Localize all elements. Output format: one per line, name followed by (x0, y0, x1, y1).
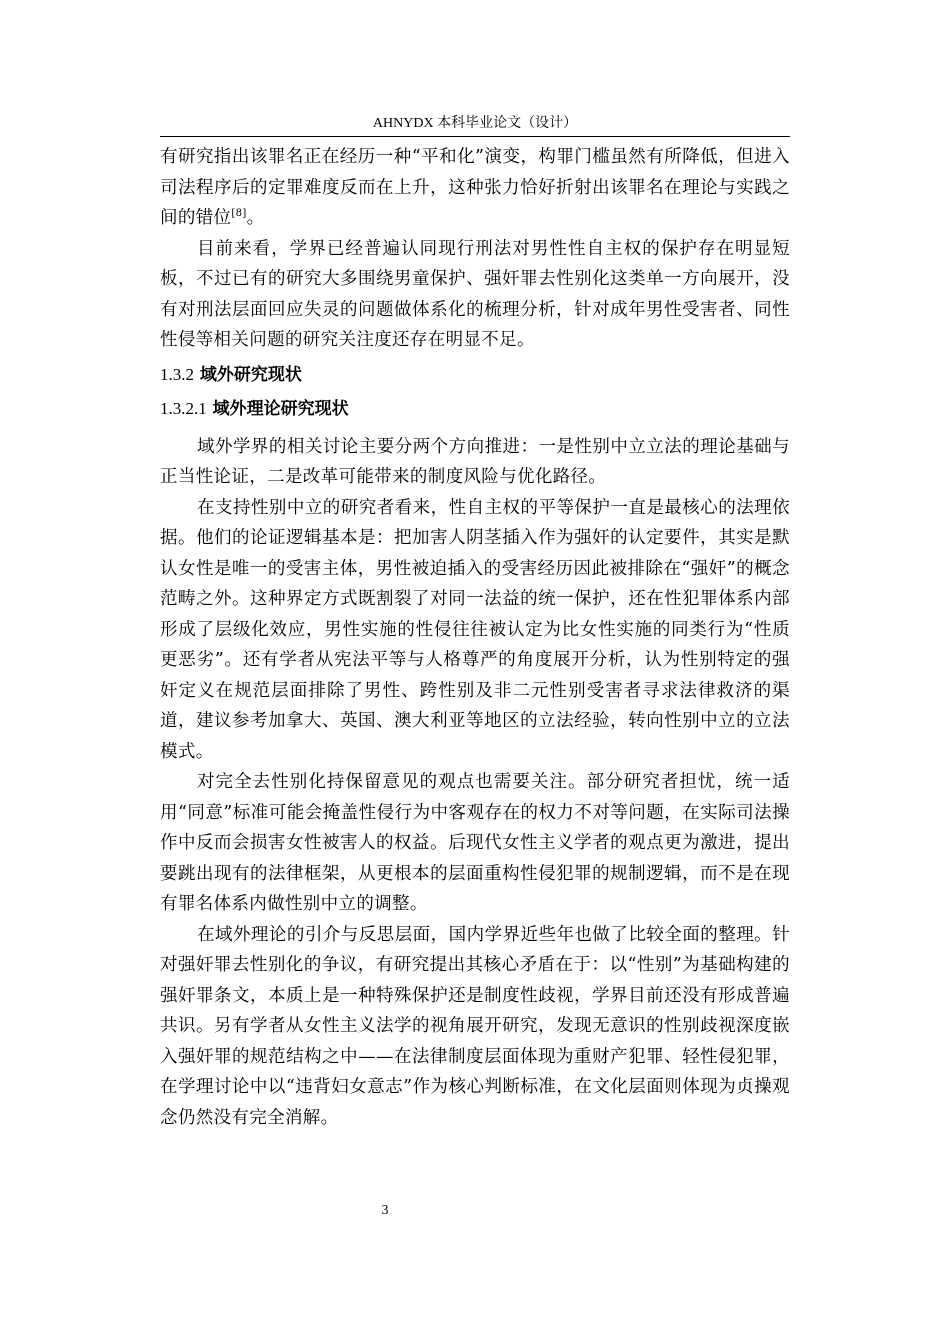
citation-ref: [8] (231, 208, 247, 220)
header-rule (160, 136, 790, 137)
paragraph: 在支持性别中立的研究者看来，性自主权的平等保护一直是最核心的法理依据。他们的论证逻辑基本是：把加害人阴茎插入作为强奸的认定要件，其实是默认女性是唯一的受害主体，男性被迫插入的受害经历因此被排除在“强奸”的概念范畴之外。这种界定方式既割裂了对同一法益的统一保护，还在性犯罪体系内部形成了层级化效应，男性实施的性侵往往被认定为比女性实施的同类行为“性质更恶劣”。还有学者从宪法平等与人格尊严的角度展开分析，认为性别特定的强奸定义在规范层面排除了男性、跨性别及非二元性别受害者寻求法律救济的渠道，建议参考加拿大、英国、澳大利亚等地区的立法经验，转向性别中立的立法模式。 (160, 497, 790, 762)
subsection-heading (160, 394, 790, 424)
section-title: 域外研究现状 (199, 364, 302, 385)
paragraph: 域外学界的相关讨论主要分两个方向推进：一是性别中立立法的理论基础与正当性论证，二是改革可能带来的制度风险与优化路径。 (160, 436, 790, 487)
paragraph: 目前来看，学界已经普遍认同现行刑法对男性性自主权的保护存在明显短板，不过已有的研究大多围绕男童保护、强奸罪去性别化这类单一方向展开，没有对刑法层面回应失灵的问题做体系化的梳理分析，针对成年男性受害者、同性性侵等相关问题的研究关注度还存在明显不足。 (160, 238, 790, 350)
paragraph-end: 。 (246, 208, 265, 228)
page-number: 3 (381, 1203, 389, 1218)
subsection-title: 域外理论研究现状 (212, 398, 349, 419)
paragraph-continued (160, 142, 790, 234)
section-number: 1.3.2 (160, 364, 194, 384)
subsection-number: 1.3.2.1 (160, 398, 207, 418)
section-heading (160, 360, 790, 390)
paragraph-text: 有研究指出该罪名正在经历一种“平和化”演变，构罪门槛虽然有所降低，但进入司法程序后的定罪难度反而在上升，这种张力恰好折射出该罪名在理论与实践之间的错位 (160, 147, 790, 228)
paragraph: 在域外理论的引介与反思层面，国内学界近些年也做了比较全面的整理。针对强奸罪去性别化的争议，有研究提出其核心矛盾在于：以“性别”为基础构建的强奸罪条文，本质上是一种特殊保护还是制度性歧视，学界目前还没有形成普遍共识。另有学者从女性主义法学的视角展开研究，发现无意识的性别歧视深度嵌入强奸罪的规范结构之中——在法律制度层面体现为重财产犯罪、轻性侵犯罪，在学理讨论中以“违背妇女意志”作为核心判断标准，在文化层面则体现为贞操观念仍然没有完全消解。 (160, 924, 790, 1128)
page-body (160, 142, 790, 1133)
paragraph: 对完全去性别化持保留意见的观点也需要关注。部分研究者担忧，统一适用“同意”标准可能会掩盖性侵行为中客观存在的权力不对等问题，在实际司法操作中反而会损害女性被害人的权益。后现代女性主义学者的观点更为激进，提出要跳出现有的法律框架，从更根本的层面重构性侵犯罪的规制逻辑，而不是在现有罪名体系内做性别中立的调整。 (160, 772, 790, 914)
running-header: AHNYDX 本科毕业论文（设计） (372, 116, 578, 131)
